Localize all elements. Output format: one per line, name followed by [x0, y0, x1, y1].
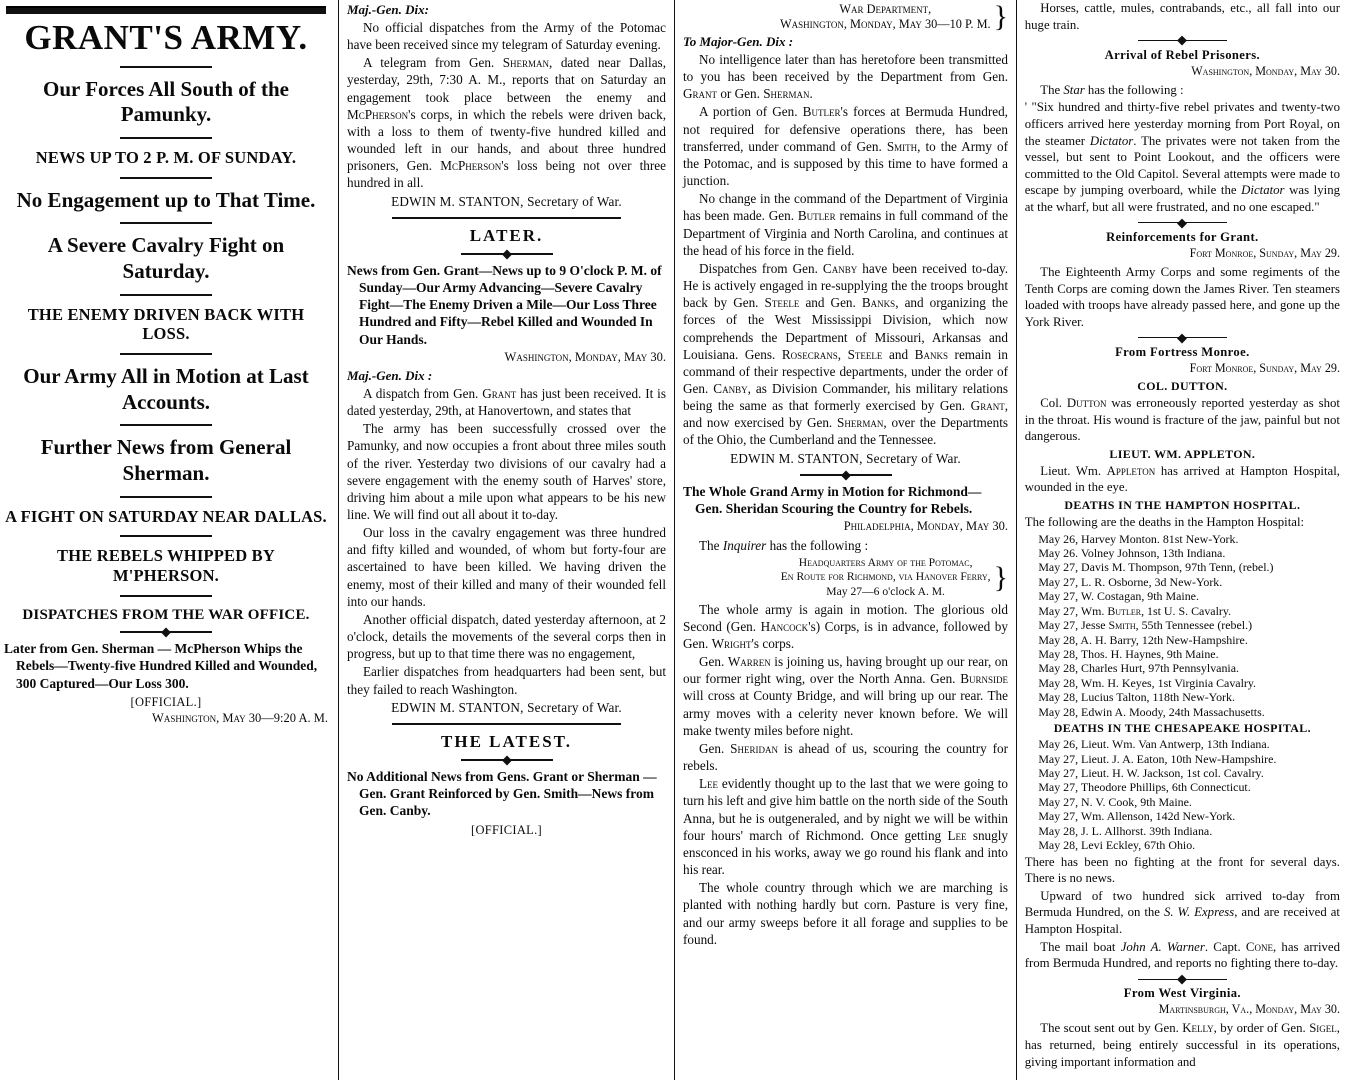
rule-diamond	[461, 759, 553, 761]
paragraph: Lieut. Wm. Appleton has arrived at Hampton Hospital, wounded in the eye.	[1024, 463, 1340, 495]
dateline: Martinsburgh, Va., Monday, May 30.	[1158, 1002, 1340, 1017]
list-item: May 26, Harvey Monton. 81st New-York.	[1038, 531, 1239, 546]
paragraph: No intelligence later than has heretofore been transmitted to you has been received by the Department from Gen. Grant or Gen. Sherman.	[683, 52, 1008, 102]
rule-diamond	[1138, 222, 1227, 223]
column-2	[338, 0, 674, 1080]
paragraph: Horses, cattle, mules, contrabands, etc., all fall into our huge train.	[1024, 1, 1340, 32]
star-intro: The Star has the following :	[1040, 82, 1184, 97]
hq-line-1: Headquarters Army of the Potomac,	[798, 556, 973, 570]
deck-headline-2: NEWS UP TO 2 P. M. OF SUNDAY.	[35, 147, 297, 167]
addressee: To Major-Gen. Dix :	[683, 34, 794, 49]
hampton-casualty-list	[1025, 532, 1340, 720]
hq-line-3: May 27—6 o'clock A. M.	[826, 584, 945, 598]
dateline-braced-war-department	[683, 2, 1008, 32]
paragraph: Col. Dutton was erroneously reported yesterday as shot in the throat. His wound is fracture of the jaw, painful but not dangerous.	[1024, 396, 1340, 444]
subhead-chesapeake-deaths: DEATHS IN THE CHESAPEAKE HOSPITAL.	[1053, 721, 1312, 736]
list-item: May 27, N. V. Cook, 9th Maine.	[1038, 794, 1192, 809]
list-item: May 28, Levi Eckley, 67th Ohio.	[1038, 838, 1196, 853]
deck-headline-9: THE REBELS WHIPPED BY M'PHERSON.	[57, 546, 275, 586]
list-item: May 28, Thos. H. Haynes, 9th Maine.	[1038, 647, 1219, 662]
list-item: May 28, A. H. Barry, 12th New-Hampshire.	[1038, 632, 1248, 647]
section-head-fortress-monroe: From Fortress Monroe.	[1115, 345, 1250, 360]
dateline: Philadelphia, Monday, May 30.	[843, 519, 1008, 534]
paragraph: Dispatches from Gen. Canby have been received to-day. He is actively engaged in re-supplying the the troops brought back by Gen. Steele and Gen. Banks, and organizing the forces of the West Mississippi Division, which now comprehends the Department of Missouri, Arkansas and Louisiana. Gens. Rosecrans, Steele and Banks remain in command of their respective departments, under the order of Gen. Canby, as Division Commander, his military relations being the same as that formerly exercised by Gen. Grant, and now exercised by Gen. Sherman, over the Departments of the Ohio, the Cumberland and the Tennessee.	[683, 260, 1009, 448]
deck-summary: Later from Gen. Sherman — McPherson Whips the Rebels—Twenty-five Hundred Killed and Wounded, 300 Captured—Our Loss 300.	[4, 641, 318, 691]
paragraph: Gen. Sheridan is ahead of us, scouring the country for rebels.	[683, 740, 1008, 774]
paragraph: There has been no fighting at the front for several days. There is no news.	[1024, 854, 1340, 886]
list-item: May 28, Wm. H. Keyes, 1st Virginia Cavalry.	[1038, 675, 1257, 690]
signature: EDWIN M. STANTON, Secretary of War.	[391, 699, 622, 715]
list-item: May 27, Jesse Smith, 55th Tennessee (rebel.)	[1038, 618, 1253, 633]
subhead-dutton: COL. DUTTON.	[1137, 379, 1228, 394]
masthead-title: GRANT'S ARMY.	[24, 18, 308, 57]
subhead-hampton-deaths: DEATHS IN THE HAMPTON HOSPITAL.	[1064, 497, 1301, 512]
list-item: May 27, Lieut. J. A. Eaton, 10th New-Hampshire.	[1038, 751, 1277, 766]
deck-headline-1: Our Forces All South of the Pamunky.	[43, 76, 289, 127]
chesapeake-casualty-list	[1025, 737, 1340, 853]
rule-diamond	[1138, 40, 1227, 41]
dateline: Washington, May 30—9:20 A. M.	[152, 710, 328, 725]
deck-headline-8: A FIGHT ON SATURDAY NEAR DALLAS.	[5, 506, 327, 526]
rule	[120, 177, 212, 179]
masthead-top-rule	[6, 6, 326, 14]
paragraph: A dispatch from Gen. Grant has just been received. It is dated yesterday, 29th, at Hanovertown, and states that	[347, 385, 666, 419]
rule-diamond	[1138, 979, 1227, 980]
paragraph: Upward of two hundred sick arrived to-day from Bermuda Hundred, on the S. W. Express, and are received at Hampton Hospital.	[1024, 888, 1340, 937]
deck-headline-4: A Severe Cavalry Fight on Saturday.	[47, 233, 285, 283]
deck-headline-7: Further News from General Sherman.	[40, 435, 292, 486]
deck-headline-5: THE ENEMY DRIVEN BACK WITH LOSS.	[27, 304, 305, 344]
list-item: May 28, Lucius Talton, 118th New-York.	[1038, 690, 1235, 705]
rule	[120, 535, 212, 537]
rule	[120, 353, 212, 355]
section-head-west-virginia: From West Virginia.	[1123, 986, 1241, 1001]
rule-diamond	[800, 474, 892, 476]
paragraph: A portion of Gen. Butler's forces at Bermuda Hundred, not required for defensive operations there, has been transferred, under command of Gen. Smith, to the Army of the Potomac, and is supposed by this time to have formed a junction.	[683, 104, 1008, 189]
dateline: Washington, Monday, May 30.	[1191, 63, 1340, 78]
rule-diamond	[461, 253, 553, 255]
brace-icon: }	[993, 560, 1008, 594]
section-summary: The Whole Grand Army in Motion for Richmond—Gen. Sheridan Scouring the Country for Rebels.	[683, 483, 982, 516]
dateline-braced-headquarters	[683, 556, 1008, 598]
paragraph: The mail boat John A. Warner. Capt. Cone, has arrived from Bermuda Hundred, and reports no fighting there to-day.	[1024, 939, 1340, 971]
list-item: May 27, Theodore Phillips, 6th Connecticut.	[1038, 780, 1251, 795]
rule	[392, 217, 622, 219]
paragraph: The Eighteenth Army Corps and some regiments of the Tenth Corps are coming down the James River. Ten steamers loaded with troops have already passed here, and gone up the York River.	[1024, 265, 1340, 329]
rule-diamond	[120, 631, 212, 633]
paragraph: The whole army is again in motion. The glorious old Second (Gen. Hancock's) Corps, is in advance, followed by Gen. Wright's corps.	[683, 601, 1008, 652]
paragraph: No change in the command of the Department of Virginia has been made. Gen. Butler remains in full command of the Department of Virginia and North Carolina, and continues at the head of his force in the field.	[683, 191, 1008, 258]
hq-line-2: En Route for Richmond, via Hanover Ferry,	[780, 570, 991, 584]
dateline-line-1: War Department,	[839, 2, 932, 16]
list-item: May 28, Charles Hurt, 97th Pennsylvania.	[1038, 661, 1239, 676]
official-tag: [OFFICIAL.]	[130, 694, 202, 709]
deck-headline-10: DISPATCHES FROM THE WAR OFFICE.	[22, 607, 310, 624]
list-item: May 27, Wm. Butler, 1st U. S. Cavalry.	[1038, 603, 1232, 618]
signature: EDWIN M. STANTON, Secretary of War.	[391, 193, 622, 209]
list-item: May 26, Lieut. Wm. Van Antwerp, 13th Indiana.	[1038, 737, 1270, 752]
column-1	[0, 0, 338, 1080]
brace-icon: }	[993, 0, 1008, 34]
rule	[120, 222, 212, 224]
deck-headline-3: No Engagement up to That Time.	[16, 187, 316, 212]
list-item: May 27, L. R. Osborne, 3d New-York.	[1038, 574, 1223, 589]
subhead-appleton: LIEUT. WM. APPLETON.	[1109, 446, 1256, 461]
rule	[120, 424, 212, 426]
paragraph: Another official dispatch, dated yesterday afternoon, at 2 o'clock, details the movements of the several corps then in progress, but up to that time there was no engagement,	[347, 611, 666, 662]
dateline-line-2: Washington, Monday, May 30—10 P. M.	[779, 17, 991, 31]
dateline: Fort Monroe, Sunday, May 29.	[1189, 246, 1340, 261]
section-summary: No Additional News from Gens. Grant or Sherman — Gen. Grant Reinforced by Gen. Smith—News from Gen. Canby.	[347, 768, 657, 819]
inquirer-intro: The Inquirer has the following :	[699, 538, 869, 554]
rule	[120, 294, 212, 296]
column-3	[674, 0, 1016, 1080]
rule	[120, 137, 212, 139]
rule	[120, 66, 212, 68]
paragraph: A telegram from Gen. Sherman, dated near Dallas, yesterday, 29th, 7:30 A. M., reports that on Saturday an engagement took place between the enemy and McPherson's corps, in which the rebels were driven back, with a loss to them of twenty-five hundred killed and wounded left in our hands, and about three hundred prisoners, Gen. McPherson's loss being not over three hundred in all.	[347, 55, 667, 191]
paragraph: Our loss in the cavalry engagement was three hundred and fifty killed and wounded, of whom but forty-four are ascertained to have been killed. We having driven the enemy, most of their killed and many of their wounded fell into our hands.	[347, 525, 666, 609]
section-summary: News from Gen. Grant—News up to 9 O'clock P. M. of Sunday—Our Army Advancing—Severe Cavalry Fight—The Enemy Driven a Mile—Our Loss Three Hundred and Fifty—Rebel Killed and Wounded In Our Hands.	[347, 262, 662, 347]
deck-headline-6: Our Army All in Motion at Last Accounts.	[23, 364, 309, 414]
list-item: May 27, Wm. Allenson, 142d New-York.	[1038, 809, 1236, 824]
paragraph: ' "Six hundred and thirty-five rebel privates and twenty-two officers arrived here yesterday morning from Port Royal, on the steamer Dictator. The privates were not taken from the vessel, but sent to Point Lookout, and the officers were committed to the Old Capitol. Several attempts were made to escape by jumping overboard, while the Dictator was lying at the wharf, but all were frustrated, and no one escaped."	[1024, 100, 1340, 215]
dateline: Washington, Monday, May 30.	[504, 349, 666, 364]
paragraph: Gen. Warren is joining us, having brought up our rear, on our former right wing, over the North Anna. Gen. Burnside will cross at County Bridge, and will bring up our rear. The army moves with a celerity never known before. We will make twenty miles before night.	[683, 654, 1008, 738]
signature: EDWIN M. STANTON, Secretary of War.	[730, 450, 961, 466]
section-head-later: LATER.	[469, 225, 544, 245]
list-item: May 27, Lieut. H. W. Jackson, 1st col. Cavalry.	[1038, 766, 1264, 780]
rule	[120, 595, 212, 597]
list-item: May 27, W. Costagan, 9th Maine.	[1038, 589, 1199, 604]
column-4	[1016, 0, 1348, 1080]
section-head-prisoners: Arrival of Rebel Prisoners.	[1104, 47, 1261, 62]
paragraph: Lee evidently thought up to the last that we were going to turn his left and give him battle on the north side of the South Anna, but he is outgeneraled, and by night we will be within four hours' march of Richmond. Once getting Lee snugly ensconced in his works, away we go round his flank and into his rear.	[683, 776, 1008, 878]
addressee: Maj.-Gen. Dix :	[347, 367, 433, 383]
list-item: May 28, J. L. Allhorst. 39th Indiana.	[1038, 823, 1213, 838]
paragraph: The whole country through which we are marching is planted with nothing hardly but corn. Pasture is very fine, and our army sweeps before it all forage and supplies to be found.	[683, 880, 1008, 947]
rule	[120, 496, 212, 498]
section-head-reinforcements: Reinforcements for Grant.	[1106, 230, 1259, 245]
hampton-intro: The following are the deaths in the Hampton Hospital:	[1024, 514, 1305, 529]
list-item: May 26. Volney Johnson, 13th Indiana.	[1038, 545, 1226, 560]
paragraph: The army has been successfully crossed over the Pamunky, and now occupies a front about three miles south of the river. Yesterday two divisions of our cavalry had a severe engagement with the enemy south of Harves' store, driving him about a mile upon what appears to be his new line. We will find out all about it to-day.	[347, 421, 666, 522]
list-item: May 27, Davis M. Thompson, 97th Tenn, (rebel.)	[1038, 560, 1274, 575]
rule-diamond	[1138, 337, 1227, 338]
paragraph: Earlier dispatches from headquarters had been sent, but they failed to reach Washington.	[347, 664, 666, 697]
paragraph: No official dispatches from the Army of the Potomac have been received since my telegram of Saturday evening.	[347, 20, 666, 53]
section-head-latest: THE LATEST.	[441, 731, 572, 751]
addressee: Maj.-Gen. Dix:	[347, 2, 429, 17]
rule	[392, 723, 622, 725]
official-tag: [OFFICIAL.]	[470, 822, 542, 837]
dateline: Fort Monroe, Sunday, May 29.	[1189, 361, 1340, 376]
list-item: May 28, Edwin A. Moody, 24th Massachusetts.	[1038, 704, 1265, 719]
paragraph: The scout sent out by Gen. Kelly, by order of Gen. Sigel, has returned, being entirely successful in its operations, giving important information and	[1024, 1021, 1340, 1069]
